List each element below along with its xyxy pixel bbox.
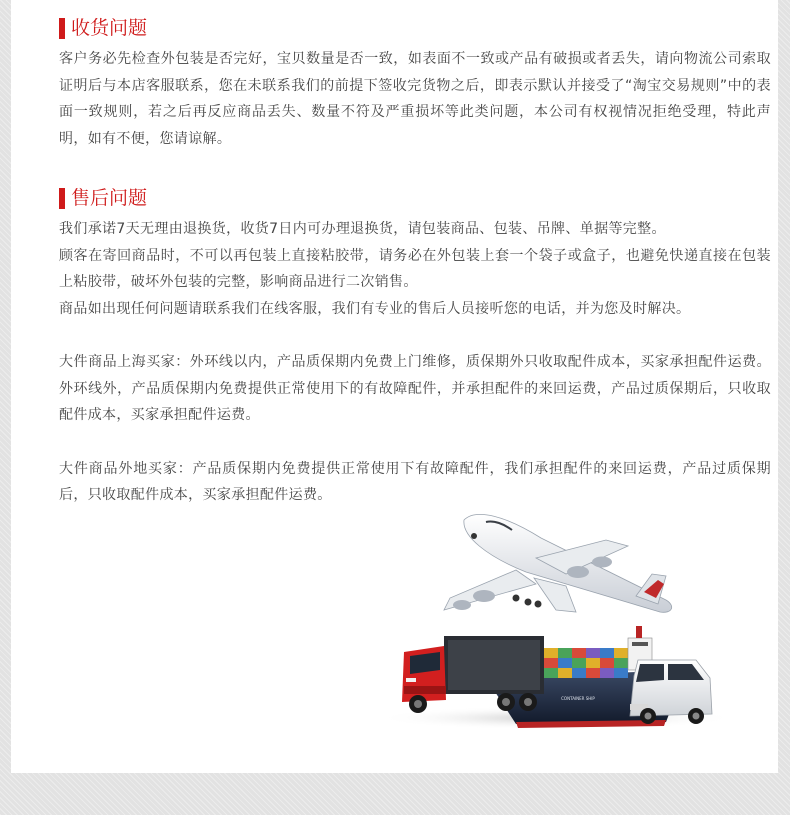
truck-icon <box>402 636 544 713</box>
shipping-section <box>59 16 771 152</box>
aftersales-section <box>59 186 771 509</box>
airplane-icon <box>444 514 672 612</box>
packaging-paragraph: 顾客在寄回商品时，不可以再包装上直接粘胶带，请务必在外包装上套一个袋子或盒子，也避免快递直接在包装上粘胶带，破坏外包装的完整，影响商品进行二次销售。 <box>59 247 771 290</box>
content-card <box>11 0 778 773</box>
return-policy-paragraph: 我们承诺7天无理由退换货，收货7日内可办理退换货，请包装商品、包装、吊牌、单据等完整。 <box>59 221 666 237</box>
ship-label: CONTAINER SHIP <box>561 696 595 701</box>
logistics-illustration <box>366 500 736 735</box>
heading-accent-bar <box>59 18 65 39</box>
aftersales-heading <box>59 186 771 210</box>
aftersales-title: 售后问题 <box>71 187 148 209</box>
other-region-buyers-paragraph: 大件商品外地买家：产品质保期内免费提供正常使用下有故障配件，我们承担配件的来回运费，产品过质保期后，只收取配件成本，买家承担配件运费。 <box>59 460 771 503</box>
van-icon <box>630 660 712 724</box>
shipping-paragraph: 客户务必先检查外包装是否完好，宝贝数量是否一致，如表面不一致或产品有破损或者丢失，请向物流公司索取证明后与本店客服联系，您在未联系我们的前提下签收完货物之后，即表示默认并接受了“淘宝交易规则”中的表面一致规则，若之后再反应商品丢失、数量不符及严重损坏等此类问题，本公司有权视情况拒绝受理，特此声明，如有不便，您请谅解。 <box>59 51 771 147</box>
shipping-title: 收货问题 <box>71 17 148 39</box>
shanghai-buyers-paragraph: 大件商品上海买家：外环线以内，产品质保期内免费上门维修，质保期外只收取配件成本，买家承担配件运费。外环线外，产品质保期内免费提供正常使用下的有故障配件，并承担配件的来回运费，产品过质保期后，只收取配件成本，买家承担配件运费。 <box>59 354 771 423</box>
support-paragraph: 商品如出现任何问题请联系我们在线客服，我们有专业的售后人员接听您的电话，并为您及时解决。 <box>59 300 691 317</box>
heading-accent-bar <box>59 188 65 209</box>
shipping-heading <box>59 16 771 40</box>
